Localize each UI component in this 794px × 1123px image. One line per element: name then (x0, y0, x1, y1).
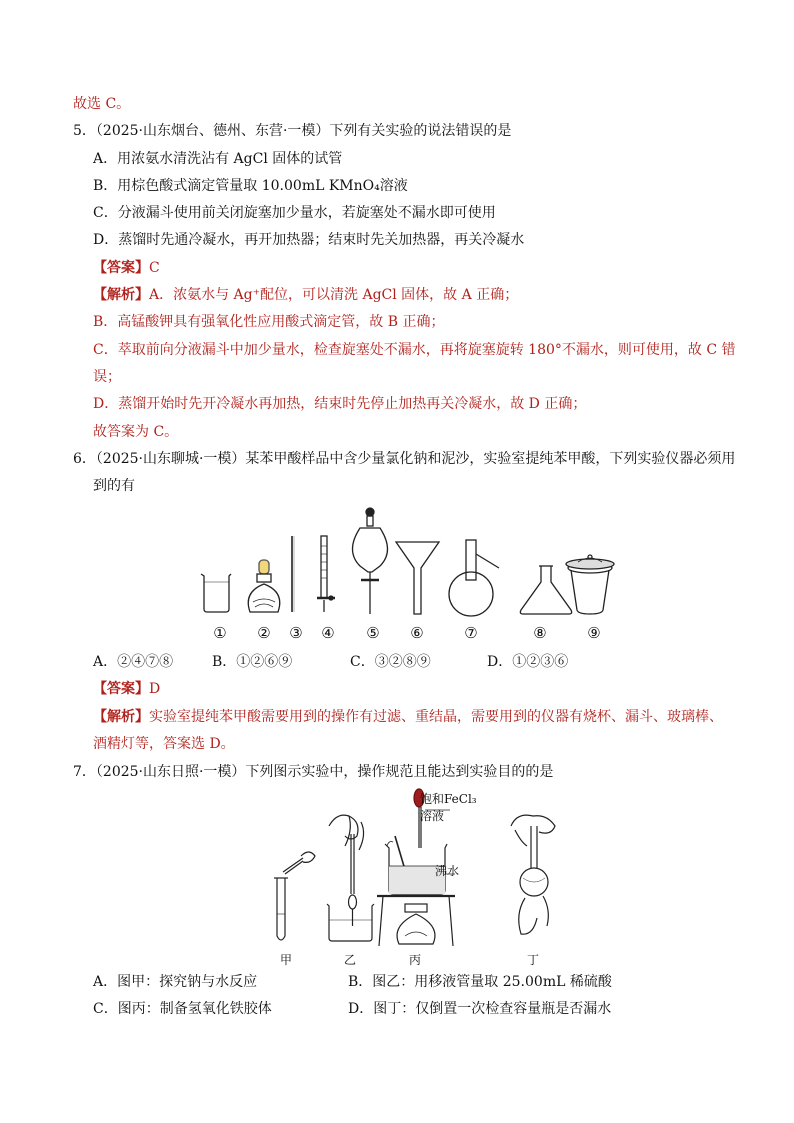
caption-bing: 丙 (409, 953, 422, 967)
burette-icon (317, 536, 335, 612)
label-1: ① (213, 624, 227, 642)
answer-label: 【答案】 (93, 260, 149, 276)
q5-option-d: D．蒸馏时先通冷凝水，再开加热器；结束时先关加热器，再关冷凝水 (93, 232, 525, 248)
label-5: ⑤ (366, 624, 380, 642)
q5-analysis-3: C．萃取前向分液漏斗中加少量水，检查旋塞处不漏水，再将旋塞旋转 180°不漏水，则可使用，故 C 错 (93, 342, 736, 358)
label-9: ⑨ (587, 624, 601, 642)
q5-analysis-6: 故答案为 C。 (93, 424, 179, 440)
label-8: ⑧ (533, 624, 547, 642)
previous-conclusion: 故选 C。 (73, 96, 131, 112)
q6-analysis-2: 酒精灯等，答案选 D。 (93, 736, 235, 752)
test-tube-icon (274, 878, 288, 940)
analysis-text: A．浓氨水与 Ag⁺配位，可以清洗 AgCl 固体，故 A 正确； (149, 287, 519, 303)
analysis-label: 【解析】 (93, 287, 149, 303)
answer-value: C (149, 260, 160, 276)
apparatus-figure (195, 506, 615, 618)
q7-choice-b: B．图乙：用移液管量取 25.00mL 稀硫酸 (348, 974, 612, 990)
burner-icon (397, 904, 435, 944)
label-7: ⑦ (464, 624, 478, 642)
answer-value: D (149, 681, 161, 697)
analysis-text: 实验室提纯苯甲酸需要用到的操作有过滤、重结晶，需要用到的仪器有烧杯、漏斗、玻璃棒、 (149, 709, 723, 725)
q6-stem-1: 6．（2025·山东聊城·一模）某苯甲酸样品中含少量氯化钠和泥沙，实验室提纯苯甲酸，下列实验仪器必须用 (73, 451, 736, 467)
q5-stem: 5．（2025·山东烟台、德州、东营·一模）下列有关实验的说法错误的是 (73, 123, 512, 139)
q5-analysis-4: 误； (93, 369, 121, 385)
label-3: ③ (289, 624, 303, 642)
q6-answer (93, 679, 160, 699)
fecl3-label: 饱和FeCl₃ (420, 792, 477, 806)
q6-choice-b: B．①②⑥⑨ (212, 654, 293, 670)
funnel-icon (396, 542, 439, 614)
hands-icon (511, 815, 555, 934)
conical-flask-icon (520, 566, 571, 614)
label-4: ④ (321, 624, 335, 642)
alcohol-lamp-icon (248, 560, 280, 612)
q6-analysis-1 (93, 707, 723, 727)
caption-yi: 乙 (344, 953, 357, 967)
crucible-icon (566, 555, 614, 614)
q6-choice-d: D．①②③⑥ (487, 654, 569, 670)
label-2: ② (257, 624, 271, 642)
beaker-icon (327, 904, 374, 941)
q7-choice-a: A．图甲：探究钠与水反应 (93, 974, 258, 990)
beaker-icon (201, 574, 231, 612)
q5-analysis-5: D．蒸馏开始时先开冷凝水再加热，结束时先停止加热再关冷凝水，故 D 正确； (93, 396, 587, 412)
q5-answer (93, 258, 160, 278)
analysis-label: 【解析】 (93, 709, 149, 725)
solution-label: 溶液 (420, 809, 445, 823)
caption-jia: 甲 (280, 953, 293, 967)
q6-choice-c: C．③②⑧⑨ (350, 654, 431, 670)
boiling-water-label: 沸水 (435, 864, 460, 878)
q6-choice-a: A．②④⑦⑧ (93, 654, 174, 670)
volumetric-flask-icon (520, 826, 548, 896)
q5-option-c: C．分液漏斗使用前关闭旋塞加少量水，若旋塞处不漏水即可使用 (93, 205, 496, 221)
q7-choice-d: D．图丁：仅倒置一次检查容量瓶是否漏水 (348, 1001, 612, 1017)
glass-rod-icon (292, 536, 294, 612)
q5-option-b: B．用棕色酸式滴定管量取 10.00mL KMnO₄溶液 (93, 178, 408, 194)
hand-with-tweezers-icon (283, 852, 315, 874)
q7-stem: 7．（2025·山东日照·一模）下列图示实验中，操作规范且能达到实验目的的是 (73, 764, 554, 780)
answer-label: 【答案】 (93, 681, 149, 697)
distillation-flask-icon (449, 540, 499, 616)
q5-analysis-2: B．高锰酸钾具有强氧化性应用酸式滴定管，故 B 正确； (93, 314, 445, 330)
q6-stem-2: 到的有 (93, 478, 135, 494)
q7-choice-c: C．图丙：制备氢氧化铁胶体 (93, 1001, 272, 1017)
label-6: ⑥ (410, 624, 424, 642)
caption-ding: 丁 (527, 953, 540, 967)
q5-option-a: A．用浓氨水清洗沾有 AgCl 固体的试管 (93, 151, 343, 167)
separatory-funnel-icon (353, 508, 388, 614)
q5-analysis-1 (93, 285, 518, 305)
pipette-icon (329, 815, 364, 926)
